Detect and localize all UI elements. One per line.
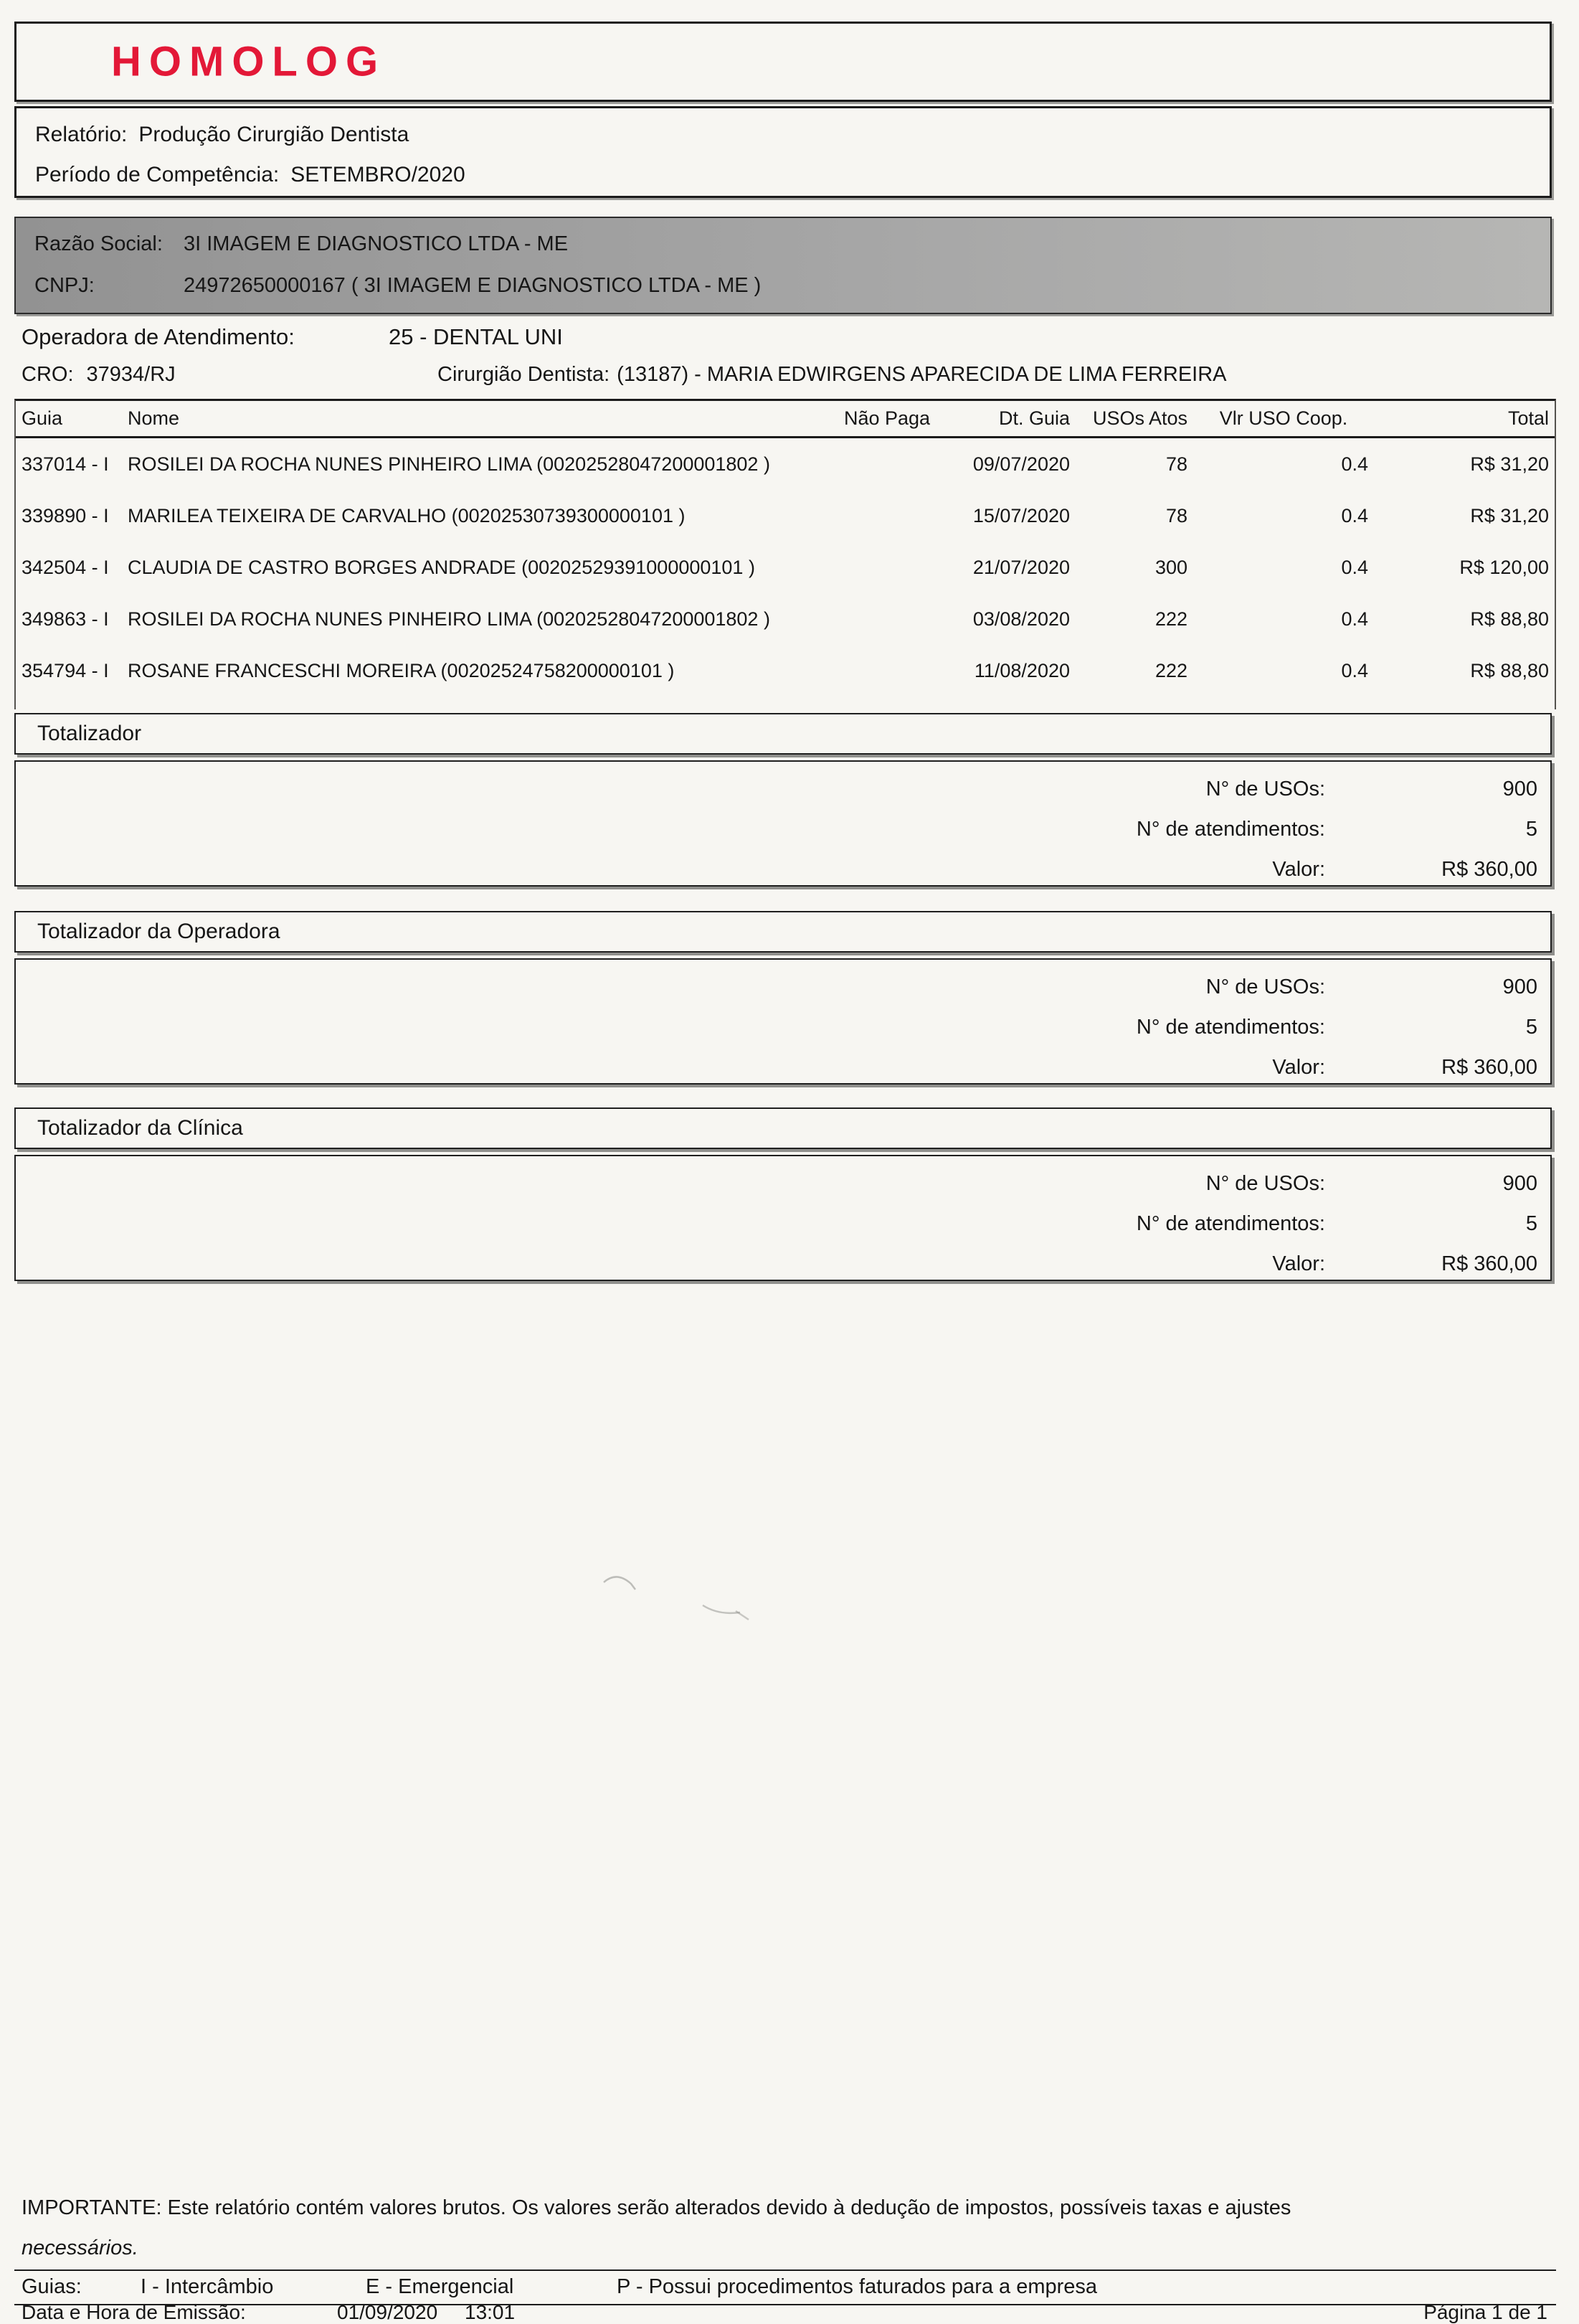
period-label: Período de Competência: <box>35 163 280 186</box>
header-total: Total <box>1507 407 1549 429</box>
cell-total: R$ 88,80 <box>1470 608 1549 630</box>
total-atendimentos-value: 5 <box>1525 1016 1537 1039</box>
operadora-label: Operadora de Atendimento: <box>22 324 295 349</box>
emission-row <box>0 2301 1579 2324</box>
logo-box <box>14 22 1552 102</box>
cell-vlr: 0.4 <box>1341 504 1368 526</box>
total-atendimentos-label: N° de atendimentos: <box>1136 818 1325 841</box>
cro-part <box>22 363 176 387</box>
totalizador-clinica-header <box>14 1107 1552 1149</box>
total-valor-label: Valor: <box>1272 1056 1325 1079</box>
cell-guia: 339890 - I <box>22 504 109 526</box>
cell-total: R$ 88,80 <box>1470 659 1549 681</box>
cnpj-row <box>34 274 761 298</box>
cell-guia: 342504 - I <box>22 556 109 578</box>
report-value: Produção Cirurgião Dentista <box>138 123 409 146</box>
report-title-box <box>14 106 1552 198</box>
cell-vlr: 0.4 <box>1341 453 1368 475</box>
cell-guia: 354794 - I <box>22 659 109 681</box>
cell-dt-guia: 09/07/2020 <box>972 453 1070 475</box>
total-row-atendimentos <box>1137 1016 1537 1039</box>
report-title-line <box>35 123 409 147</box>
table-row <box>16 593 1555 645</box>
table-row <box>16 542 1555 593</box>
total-row-usos <box>1206 778 1537 801</box>
page-number: Página 1 de 1 <box>1423 2301 1547 2323</box>
razao-social-row <box>34 232 568 256</box>
total-usos-label: N° de USOs: <box>1205 1172 1325 1195</box>
total-atendimentos-value: 5 <box>1525 1212 1537 1235</box>
total-usos-value: 900 <box>1502 778 1537 800</box>
total-atendimentos-label: N° de atendimentos: <box>1136 1016 1325 1039</box>
header-dt-guia: Dt. Guia <box>998 407 1070 429</box>
cell-dt-guia: 21/07/2020 <box>972 556 1070 578</box>
total-valor-label: Valor: <box>1272 1252 1325 1275</box>
homolog-logo: HOMOLOG <box>111 38 387 85</box>
cell-nome: ROSILEI DA ROCHA NUNES PINHEIRO LIMA (00202528047200001802 ) <box>128 453 770 475</box>
cell-nome: CLAUDIA DE CASTRO BORGES ANDRADE (00202529391000000101 ) <box>128 556 755 578</box>
total-row-valor <box>1272 858 1537 882</box>
table-row <box>16 438 1555 490</box>
total-usos-label: N° de USOs: <box>1205 778 1325 800</box>
operadora-value: 25 - DENTAL UNI <box>389 324 563 349</box>
table-row <box>16 490 1555 542</box>
razao-social-label: Razão Social: <box>34 232 163 255</box>
legend-emergencial: E - Emergencial <box>366 2275 514 2298</box>
cell-usos: 78 <box>1165 453 1187 475</box>
header-nome: Nome <box>128 407 180 429</box>
totalizador-clinica-body <box>14 1155 1552 1281</box>
total-atendimentos-label: N° de atendimentos: <box>1136 1212 1325 1235</box>
total-row-usos <box>1206 976 1537 999</box>
table-row <box>16 645 1555 696</box>
period-line <box>35 163 465 187</box>
period-value: SETEMBRO/2020 <box>290 163 465 186</box>
total-atendimentos-value: 5 <box>1525 818 1537 841</box>
razao-social-value: 3I IMAGEM E DIAGNOSTICO LTDA - ME <box>184 232 569 255</box>
guias-label: Guias: <box>22 2275 82 2298</box>
cro-label: CRO: <box>22 363 74 386</box>
total-usos-value: 900 <box>1502 1172 1537 1195</box>
totalizador-operadora-header <box>14 911 1552 953</box>
important-note-line1: IMPORTANTE: Este relatório contém valores brutos. Os valores serão alterados devido à dedução de impostos, possíveis taxas e ajustes <box>22 2196 1291 2219</box>
guides-table <box>14 399 1556 709</box>
scan-artifact-marks <box>595 1564 825 1643</box>
dentist-part <box>437 363 1227 387</box>
totalizador-body <box>14 760 1552 887</box>
totalizador-operadora-body <box>14 958 1552 1085</box>
guias-legend-row <box>0 2275 1579 2304</box>
totalizador-title: Totalizador <box>37 722 142 745</box>
cell-usos: 222 <box>1154 608 1187 630</box>
dentist-row <box>0 363 1579 392</box>
emission-date: 01/09/2020 <box>337 2301 438 2323</box>
header-usos-atos: USOs Atos <box>1092 407 1187 429</box>
company-band <box>14 217 1552 314</box>
cell-total: R$ 120,00 <box>1459 556 1549 578</box>
header-nao-paga: Não Paga <box>843 407 931 429</box>
total-row-valor <box>1272 1252 1537 1276</box>
cell-usos: 222 <box>1154 659 1187 681</box>
total-row-atendimentos <box>1137 818 1537 841</box>
cell-usos: 78 <box>1165 504 1187 526</box>
totalizador-operadora-title: Totalizador da Operadora <box>37 920 280 943</box>
dentist-label: Cirurgião Dentista: <box>437 363 610 386</box>
total-row-atendimentos <box>1137 1212 1537 1236</box>
cnpj-label: CNPJ: <box>34 274 95 297</box>
total-row-valor <box>1272 1056 1537 1080</box>
cell-nome: MARILEA TEIXEIRA DE CARVALHO (00202530739300000101 ) <box>128 504 686 526</box>
total-row-usos <box>1206 1172 1537 1196</box>
total-valor-value: R$ 360,00 <box>1441 1056 1537 1079</box>
cell-nome: ROSILEI DA ROCHA NUNES PINHEIRO LIMA (00202528047200001802 ) <box>128 608 770 630</box>
cell-dt-guia: 03/08/2020 <box>972 608 1070 630</box>
total-valor-value: R$ 360,00 <box>1441 1252 1537 1275</box>
cro-value: 37934/RJ <box>86 363 176 386</box>
total-usos-value: 900 <box>1502 976 1537 998</box>
cell-total: R$ 31,20 <box>1470 504 1549 526</box>
cell-usos: 300 <box>1154 556 1187 578</box>
totalizador-header <box>14 713 1552 755</box>
total-usos-label: N° de USOs: <box>1205 976 1325 998</box>
cell-vlr: 0.4 <box>1341 608 1368 630</box>
emission-label: Data e Hora de Emissão: <box>22 2301 246 2323</box>
header-guia: Guia <box>22 407 63 429</box>
important-note-line2: necessários. <box>22 2236 138 2259</box>
table-header-row <box>16 401 1555 438</box>
cell-dt-guia: 11/08/2020 <box>974 659 1070 681</box>
legend-faturados: P - Possui procedimentos faturados para a empresa <box>617 2275 1098 2298</box>
totalizador-clinica-title: Totalizador da Clínica <box>37 1116 243 1140</box>
cnpj-value: 24972650000167 ( 3I IMAGEM E DIAGNOSTICO LTDA - ME ) <box>184 274 762 297</box>
cell-guia: 349863 - I <box>22 608 109 630</box>
cell-total: R$ 31,20 <box>1470 453 1549 475</box>
cell-dt-guia: 15/07/2020 <box>972 504 1070 526</box>
footer-divider-top <box>14 2269 1556 2271</box>
operadora-row <box>22 324 563 350</box>
report-label: Relatório: <box>35 123 128 146</box>
cell-vlr: 0.4 <box>1341 556 1368 578</box>
header-vlr-uso-coop: Vlr USO Coop. <box>1219 407 1348 429</box>
legend-intercambio: I - Intercâmbio <box>141 2275 274 2298</box>
total-valor-label: Valor: <box>1272 858 1325 881</box>
cell-guia: 337014 - I <box>22 453 109 475</box>
dentist-value: (13187) - MARIA EDWIRGENS APARECIDA DE LIMA FERREIRA <box>617 363 1227 386</box>
total-valor-value: R$ 360,00 <box>1441 858 1537 881</box>
emission-time: 13:01 <box>465 2301 516 2323</box>
cell-nome: ROSANE FRANCESCHI MOREIRA (00202524758200000101 ) <box>128 659 675 681</box>
cell-vlr: 0.4 <box>1341 659 1368 681</box>
